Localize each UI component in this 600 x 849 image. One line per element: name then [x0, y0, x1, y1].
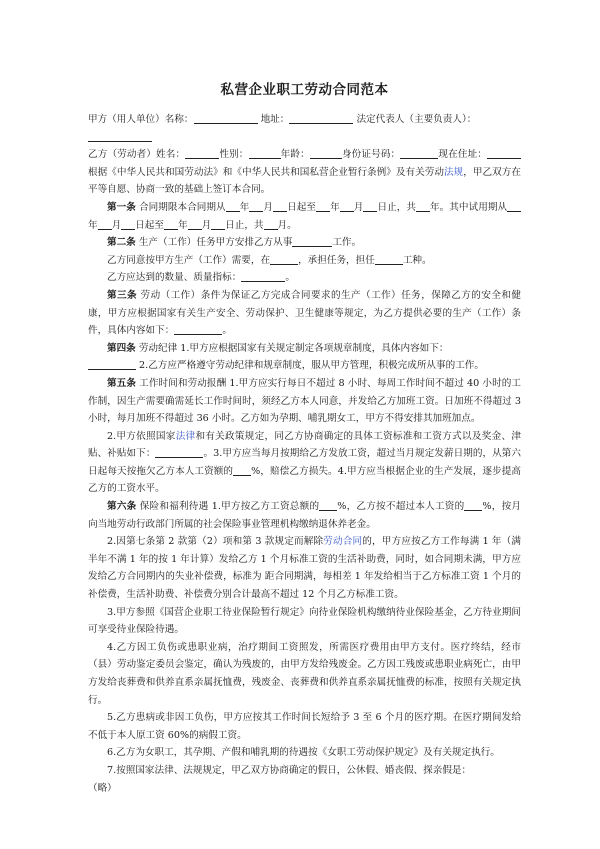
- article-6-p7b: （略）: [88, 782, 117, 794]
- article-6-p2: [88, 533, 521, 603]
- art1-text: 年: [177, 219, 188, 231]
- art5-blank[interactable]: [155, 446, 203, 458]
- article-5: [88, 375, 521, 428]
- document-title: 私营企业职工劳动合同范本: [220, 82, 389, 98]
- art1-text: 月。: [277, 219, 297, 231]
- party-b-age-blank[interactable]: [310, 147, 342, 159]
- art2-text: 乙方应达到的数量、质量指标：: [107, 272, 242, 284]
- article-2-line3: [88, 269, 521, 287]
- art6-text: 2.因第七条第 2 款第（2）项和第 3 款规定而解除: [107, 536, 324, 548]
- art6-text: 保险和福利待遇 1.甲方按乙方工资总额的: [136, 501, 320, 513]
- art6-text: 的，甲方应按乙方工作每满 1 年（满半年不满 1 年的按 1 年计算）发给乙方 1 个月标准工资的生活补助费，同时，如合同期未满，甲方应发给乙方合同期内的失业补偿费，标准为 距合同期满，每相差 1 年发给相当于乙方标准工资 1 个月的补偿费，生活补助费、补偿费分别合计最高不超过 12 个月乙方标准工资。: [88, 536, 522, 601]
- party-a-rep-label: 法定代表人（主要负责人）：: [356, 114, 477, 125]
- art5-text: %，赔偿乙方损失。4.甲方应当根据企业的生产发展，逐步提高乙方的工资水平。: [88, 465, 522, 495]
- article-2: [88, 234, 521, 252]
- party-a-address-label: 地址：: [260, 114, 290, 125]
- art1-blank[interactable]: [507, 200, 521, 212]
- art5-text: 工作时间和劳动报酬 1.甲方应实行每日不超过 8 小时、每周工作时间不超过 40 小时的工作制，因生产需要确需延长工作时间时，须经乙方本人同意，并发给乙方加班工资。日加班不得超过 3 小时，每月加班不得超过 36 小时。乙方如为孕期、哺乳期女工，甲方不得安排其加班加点。: [88, 377, 522, 425]
- laws-link[interactable]: 法规: [444, 166, 464, 178]
- art2-blank[interactable]: [292, 235, 332, 247]
- art1-text: 年: [239, 201, 250, 213]
- art5-blank[interactable]: [233, 464, 251, 476]
- party-a-name-blank[interactable]: [194, 112, 258, 124]
- party-b-gender-label: 性别：: [219, 149, 249, 161]
- art4-text: 劳动纪律 1.甲方应根据国家有关规定制定各项规章制度，具体内容如下：: [135, 342, 449, 354]
- law-link[interactable]: 法律: [175, 430, 196, 442]
- art1-blank[interactable]: [249, 200, 263, 212]
- art1-blank[interactable]: [363, 200, 377, 212]
- article-3-heading: 第三条: [107, 289, 138, 301]
- art2-blank[interactable]: [241, 270, 285, 282]
- art1-text: 日起至: [287, 201, 317, 213]
- art1-blank[interactable]: [188, 218, 202, 230]
- art4-text: 2.乙方应严格遵守劳动纪律和规章制度，服从甲方管理，积极完成所从事的工作。: [136, 360, 484, 372]
- party-b-id-label: 身份证号码：: [341, 149, 401, 161]
- art1-text: 年: [88, 219, 98, 231]
- party-a-rep-line: [88, 129, 521, 147]
- art1-blank[interactable]: [273, 200, 287, 212]
- party-b-line: [88, 146, 521, 199]
- art2-text: 生产（工作）任务甲方安排乙方从事: [135, 237, 293, 249]
- article-2-heading: 第二条: [107, 237, 136, 249]
- party-b-name-label: 乙方（劳动者）姓名：: [88, 149, 186, 161]
- art1-blank[interactable]: [98, 218, 112, 230]
- art2-text: 乙方同意按甲方生产（工作）需要，在: [107, 254, 271, 266]
- art1-text: 月: [201, 219, 212, 231]
- art1-text: 年: [330, 201, 340, 213]
- article-2-line2: [88, 252, 521, 270]
- article-5-heading: 第五条: [107, 377, 137, 389]
- art1-blank[interactable]: [340, 200, 354, 212]
- art1-text: 月: [353, 201, 364, 213]
- art1-blank[interactable]: [316, 200, 330, 212]
- article-4-line2: [88, 357, 521, 375]
- article-1-heading: 第一条: [107, 201, 136, 213]
- party-a-line: [88, 111, 521, 129]
- art6-blank[interactable]: [464, 499, 482, 511]
- art6-text: %，乙方按不超过本人工资的: [337, 501, 465, 513]
- art5-text: 。3.甲方应当每月按期给乙方发放工资，超过当月规定发薪日期的，从第六日起每天按拖欠乙方本人工资额的: [88, 448, 521, 477]
- art2-text: 。: [285, 272, 295, 284]
- art1-blank[interactable]: [416, 200, 430, 212]
- article-6: [88, 498, 521, 533]
- art4-blank[interactable]: [88, 358, 136, 370]
- art2-blank[interactable]: [270, 253, 298, 265]
- art6-text: %，按月向当地劳动行政部门所属的社会保险事业管理机构缴纳退休养老金。: [88, 501, 521, 530]
- art6-blank[interactable]: [319, 499, 337, 511]
- article-6-p6: 6.乙方为女职工，其孕期、产假和哺乳期的待遇按《女职工劳动保护规定》及有关规定执行。: [107, 747, 500, 759]
- article-6-heading: 第六条: [107, 501, 137, 513]
- art5-text: 2.甲方依照国家: [107, 430, 176, 442]
- article-6-p7: 7.按照国家法律、法规规定，甲乙双方协商确定的假日，公休假、婚丧假、探亲假是：: [107, 764, 472, 776]
- party-b-address-blank[interactable]: [487, 147, 521, 159]
- party-b-gender-blank[interactable]: [249, 147, 281, 159]
- art1-blank[interactable]: [264, 218, 278, 230]
- article-1: [88, 199, 521, 234]
- art1-blank[interactable]: [211, 218, 225, 230]
- art2-text: 工种。: [402, 254, 432, 266]
- party-b-name-blank[interactable]: [185, 147, 219, 159]
- article-4: [88, 340, 521, 358]
- art1-text: 月: [111, 219, 122, 231]
- article-5-p2: [88, 428, 521, 498]
- art2-text: ，承担任务，担任: [298, 254, 375, 266]
- art1-blank[interactable]: [164, 218, 178, 230]
- intro-text-end: ，甲乙双方在平等自愿、协商一致的基础上签订本合同。: [88, 166, 522, 196]
- art1-text: 年。其中试用期从: [429, 201, 508, 213]
- art2-blank[interactable]: [375, 253, 403, 265]
- art3-text: 劳动（工作）条件为保证乙方完成合同要求的生产（工作）任务，保障乙方的安全和健康，甲方应根据国家有关生产安全、劳动保护、卫生健康等规定，为乙方提供必要的生产（工作）条件，具体内容如下：: [88, 289, 521, 337]
- party-b-id-blank[interactable]: [400, 147, 438, 159]
- party-b-age-label: 年龄：: [280, 149, 310, 161]
- labor-contract-link[interactable]: 劳动合同: [323, 536, 363, 548]
- intro-text: 根据《中华人民共和国劳动法》和《中华人民共和国私营企业暂行条例》及有关劳动: [88, 166, 445, 178]
- art3-blank[interactable]: [174, 323, 222, 335]
- art5-text: 和有关政策规定，同乙方协商确定的具体工资标准和工资方式以及奖金、津贴、补贴如下：: [88, 430, 522, 460]
- art1-blank[interactable]: [121, 218, 135, 230]
- article-6-p5: 5.乙方患病或非因工负伤，甲方应按其工作时间长短给予 3 至 6 个月的医疗期。在医疗期间发给不低于本人原工资 60%的病假工资。: [88, 712, 521, 741]
- art1-text: 合同期限本合同期从: [135, 201, 226, 213]
- art1-blank[interactable]: [226, 200, 240, 212]
- document-page: [88, 78, 521, 797]
- art1-text: 日止，共: [377, 201, 416, 213]
- article-6-p3: 3.甲方参照《国营企业职工待业保险暂行规定》向待业保险机构缴纳待业保险基金，乙方待业期间可享受待业保险待遇。: [88, 606, 521, 636]
- party-a-address-blank[interactable]: [289, 112, 353, 124]
- art1-text: 日止，共: [225, 219, 264, 231]
- party-b-address-label: 现在住址：: [438, 149, 488, 161]
- art2-text: 工作。: [332, 237, 362, 249]
- party-a-rep-blank[interactable]: [88, 130, 152, 142]
- art1-text: 日起至: [135, 219, 164, 231]
- art3-text: 。: [222, 325, 232, 337]
- article-4-heading: 第四条: [107, 342, 136, 354]
- article-6-p4: 4.乙方因工负伤或患职业病，治疗期间工资照发，所需医疗费用由甲方支付。医疗终结，经市（县）劳动鉴定委员会鉴定，确认为残废的，由甲方发给残废金。乙方因工残废或患职业病死亡，由甲方发给丧葬费和供养直系亲属抚恤费，残废金、丧葬费和供养直系亲属抚恤费的标准，按照有关规定执行。: [88, 641, 521, 706]
- party-a-name-label: 甲方（用人单位）名称：: [88, 114, 194, 125]
- art1-text: 月: [263, 201, 274, 213]
- article-3: [88, 287, 521, 340]
